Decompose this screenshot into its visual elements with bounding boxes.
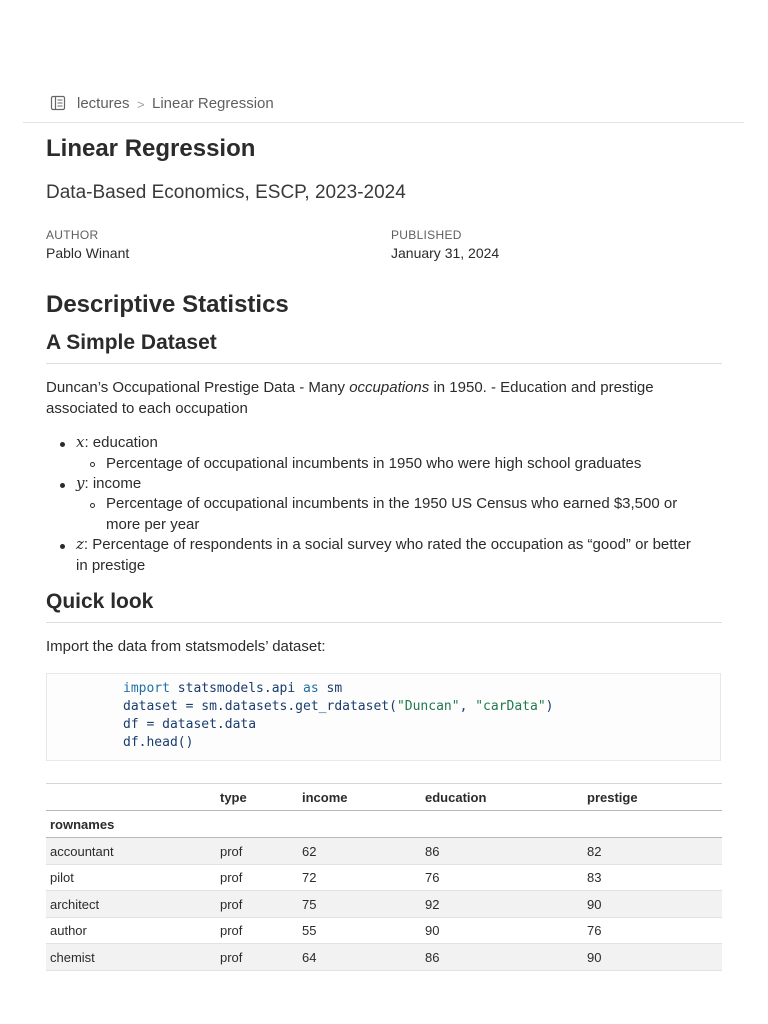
table-cell: 83 [587, 870, 602, 885]
list-bullet [60, 442, 65, 447]
table-cell: author [50, 923, 87, 938]
section-heading-descriptive: Descriptive Statistics [46, 291, 289, 318]
table-cell: prof [220, 950, 243, 965]
table-row [46, 838, 722, 865]
dataset-text-c: associated to each occupation [46, 400, 248, 417]
import-instruction: Import the data from statsmodels’ dataset: [46, 638, 326, 655]
index-name: rownames [50, 817, 115, 832]
section-heading-dataset: A Simple Dataset [46, 331, 217, 354]
author-name: Pablo Winant [46, 245, 130, 261]
table-cell: 76 [587, 923, 602, 938]
sub-list-bullet [90, 462, 95, 467]
dataset-text-b: in 1950. - Education and prestige [429, 379, 654, 396]
page-subtitle: Data-Based Economics, ESCP, 2023-2024 [46, 182, 406, 203]
code-string: "Duncan" [396, 699, 460, 714]
code-keyword: import [123, 681, 170, 696]
code-text: statsmodels.api [169, 681, 304, 696]
page-title: Linear Regression [46, 135, 256, 162]
code-line-1 [123, 680, 342, 698]
table-row [46, 891, 722, 918]
heading-divider [46, 622, 722, 623]
table-cell: 92 [425, 897, 440, 912]
table-cell: prof [220, 897, 243, 912]
published-date: January 31, 2024 [391, 245, 500, 261]
breadcrumb-link-lectures[interactable]: lectures [77, 95, 130, 112]
math-var-z: z [76, 535, 84, 553]
dataset-description [46, 377, 722, 419]
table-cell: prof [220, 923, 243, 938]
column-header: income [302, 790, 348, 805]
code-string: "carData" [475, 699, 546, 714]
code-keyword: as [303, 681, 319, 696]
heading-divider [46, 363, 722, 364]
table-cell: 86 [425, 844, 440, 859]
table-index-row [46, 811, 722, 838]
table-cell: 72 [302, 870, 317, 885]
dataset-text-emphasis: occupations [349, 379, 430, 396]
author-label: AUTHOR [46, 228, 99, 242]
table-cell: 90 [587, 897, 602, 912]
table-cell: chemist [50, 950, 95, 965]
list-bullet [60, 544, 65, 549]
list-item-z [76, 534, 726, 576]
code-text: , [459, 699, 476, 714]
table-cell: 75 [302, 897, 317, 912]
sidebar-toggle-icon[interactable] [50, 95, 66, 111]
table-cell: accountant [50, 844, 114, 859]
list-item-label: : income [84, 475, 142, 492]
table-cell: 64 [302, 950, 317, 965]
table-cell: 82 [587, 844, 602, 859]
table-cell: prof [220, 844, 243, 859]
table-row [46, 864, 722, 891]
published-label: PUBLISHED [391, 228, 462, 242]
table-cell: 76 [425, 870, 440, 885]
table-cell: architect [50, 897, 100, 912]
table-cell: 90 [587, 950, 602, 965]
table-row [46, 944, 722, 971]
list-item-x [76, 432, 158, 453]
sub-list-text-line2: more per year [106, 516, 200, 533]
code-line-3: df = dataset.data [123, 717, 257, 732]
list-item-label: : education [84, 434, 158, 451]
math-var-y: y [76, 474, 85, 492]
table-cell: 90 [425, 923, 440, 938]
sub-list-text-line1: Percentage of occupational incumbents in the 1950 US Census who earned $3,500 or [106, 495, 678, 512]
table-cell: 62 [302, 844, 317, 859]
column-header: education [425, 790, 487, 805]
table-row [46, 917, 722, 944]
code-line-4: df.head() [123, 735, 194, 750]
math-var-x: x [76, 433, 85, 451]
list-item-label-line2: in prestige [76, 557, 146, 574]
code-text: dataset = sm.datasets.get_rdataset( [123, 699, 397, 714]
list-item-y [76, 473, 141, 494]
list-bullet [60, 483, 65, 488]
breadcrumb-current: Linear Regression [152, 95, 274, 112]
code-block[interactable] [46, 673, 721, 761]
section-heading-quick-look: Quick look [46, 590, 154, 613]
code-text: ) [545, 699, 554, 714]
sub-list-bullet [90, 503, 95, 508]
sub-list-item [106, 493, 677, 535]
data-table [46, 783, 722, 965]
dataset-text-a: Duncan’s Occupational Prestige Data - Many [46, 379, 350, 396]
sub-list-item: Percentage of occupational incumbents in 1950 who were high school graduates [106, 455, 642, 472]
table-cell: 86 [425, 950, 440, 965]
code-text: sm [318, 681, 343, 696]
breadcrumb [23, 92, 744, 123]
column-header: prestige [587, 790, 638, 805]
column-header: type [220, 790, 247, 805]
table-cell: 55 [302, 923, 317, 938]
table-header-row [46, 784, 722, 811]
code-line-2 [123, 698, 554, 716]
list-item-label-line1: : Percentage of respondents in a social survey who rated the occupation as “good” or better [83, 536, 691, 553]
table-cell: prof [220, 870, 243, 885]
breadcrumb-separator: > [137, 97, 145, 112]
table-cell: pilot [50, 870, 74, 885]
